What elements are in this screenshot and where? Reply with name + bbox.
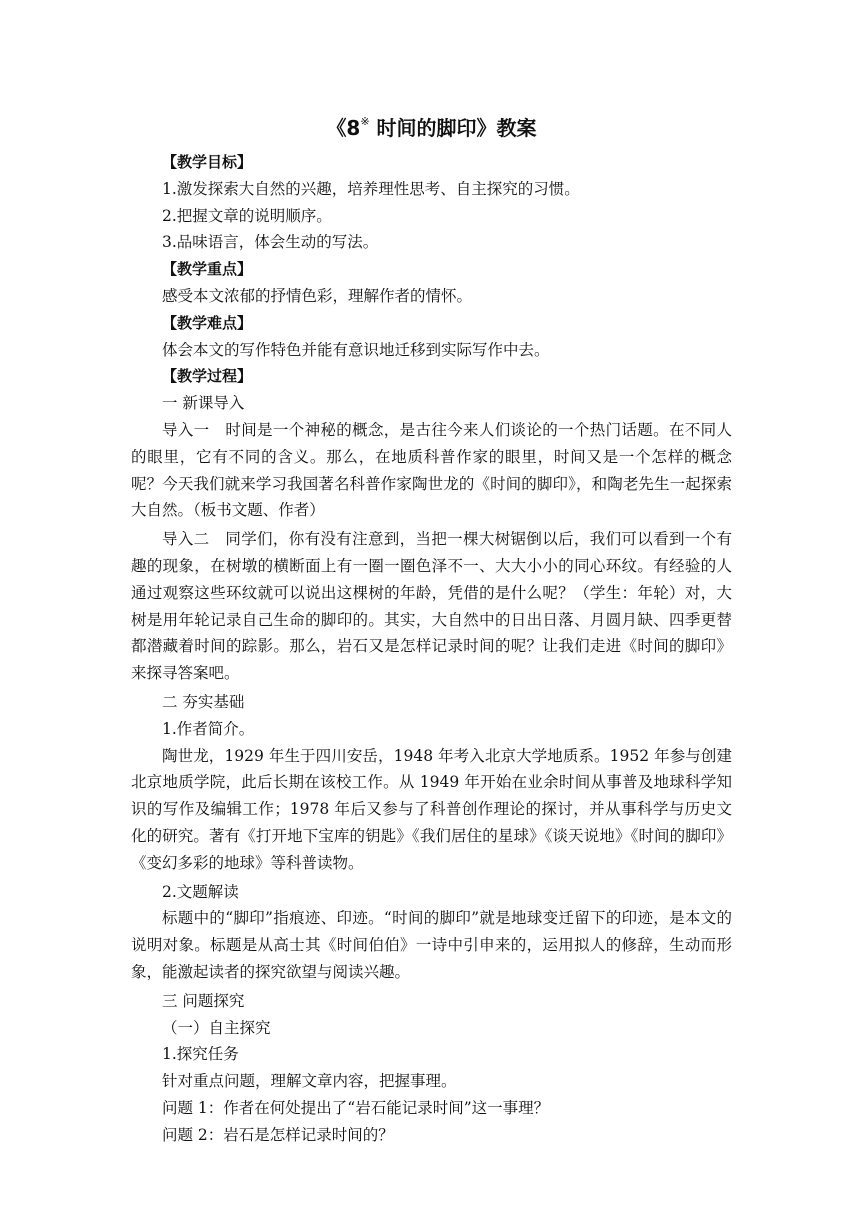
document-title [131, 111, 732, 145]
difficulty-heading: 【教学难点】 [162, 313, 253, 332]
task-heading: 1.探究任务 [162, 1045, 239, 1064]
subsection-heading-self-inquiry: （一）自主探究 [162, 1018, 271, 1037]
goal-item-3: 3.品味语言，体会生动的写法。 [162, 233, 379, 252]
key-point-heading: 【教学重点】 [162, 260, 253, 279]
title-interpretation-heading: 2.文题解读 [162, 882, 239, 901]
document-content [131, 111, 732, 1148]
key-point-text: 感受本文浓郁的抒情色彩，理解作者的情怀。 [162, 286, 473, 305]
author-heading: 1.作者简介。 [162, 719, 255, 738]
intro-paragraph-2: 导入二 同学们，你有没有注意到，当把一棵大树锯倒以后，我们可以看到一个有趣的现象，在树墩的横断面上有一圈一圈色泽不一、大大小小的同心环纹。有经验的人通过观察这些环纹就可以说出这棵树的年龄，凭借的是什么呢？（学生：年轮）对，大树是用年轮记录自己生命的脚印的。其实，大自然中的日出日落、月圆月缺、四季更替都潜藏着时间的踪影。那么，岩石又是怎样记录时间的呢？让我们走进《时间的脚印》来探寻答案吧。 [131, 530, 732, 683]
difficulty-text: 体会本文的写作特色并能有意识地迁移到实际写作中去。 [162, 340, 550, 359]
intro-paragraph-1: 导入一 时间是一个神秘的概念，是古往今来人们谈论的一个热门话题。在不同人的眼里，它有不同的含义。那么，在地质科普作家的眼里，时间又是一个怎样的概念呢？今天我们就来学习我国著名科普作家陶世龙的《时间的脚印》，和陶老先生一起探索大自然。（板书文题、作者） [131, 420, 732, 520]
section-heading-intro: 一 新课导入 [162, 394, 245, 413]
section-heading-basics: 二 夯实基础 [162, 692, 245, 711]
title-interpretation-paragraph: 标题中的“脚印”指痕迹、印迹。“时间的脚印”就是地球变迁留下的印迹，是本文的说明对象。标题是从高士其《时间伯伯》一诗中引申来的，运用拟人的修辞，生动而形象，能激起读者的探究欲望与阅读兴趣。 [131, 909, 732, 981]
title-number: 《8 [326, 116, 361, 140]
goals-heading: 【教学目标】 [162, 153, 253, 171]
goal-item-1: 1.激发探索大自然的兴趣，培养理性思考、自主探究的习惯。 [162, 179, 580, 198]
goal-item-2: 2.把握文章的说明顺序。 [162, 206, 332, 225]
title-mark: ※ [360, 115, 370, 128]
title-text: 时间的脚印》教案 [369, 116, 537, 140]
process-heading: 【教学过程】 [162, 367, 253, 386]
section-heading-inquiry: 三 问题探究 [162, 991, 245, 1010]
author-paragraph: 陶世龙，1929 年生于四川安岳，1948 年考入北京大学地质系。1952 年参与创建北京地质学院，此后长期在该校工作。从 1949 年开始在业余时间从事普及地球科学知识的写作及编辑工作；1978 年后又参与了科普创作理论的探讨，并从事科学与历史文化的研究。著有《打开地下宝库的钥匙》《我们居住的星球》《谈天说地》《时间的脚印》《变幻多彩的地球》等科普读物。 [131, 746, 732, 872]
question-item-2: 问题 2：岩石是怎样记录时间的？ [162, 1125, 394, 1144]
task-text: 针对重点问题，理解文章内容，把握事理。 [162, 1072, 457, 1091]
question-item-1: 问题 1：作者在何处提出了“岩石能记录时间”这一事理？ [162, 1098, 550, 1117]
